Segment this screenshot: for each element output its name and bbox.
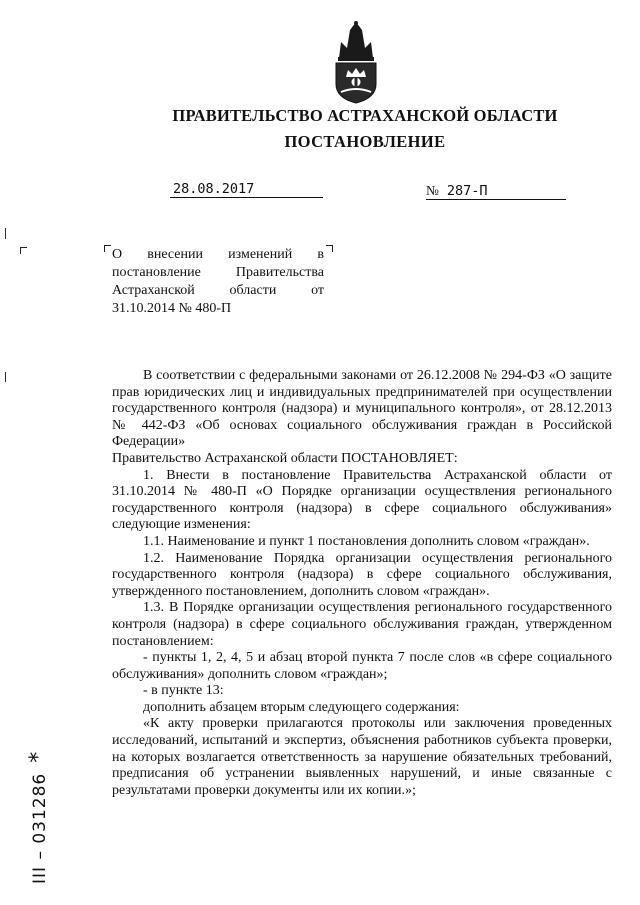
document-date bbox=[170, 181, 323, 198]
document-body bbox=[112, 368, 612, 799]
number-value: 287-П bbox=[446, 183, 488, 199]
subject-line: постановление Правительства bbox=[112, 265, 324, 280]
subject-bracket-left bbox=[104, 245, 111, 252]
coat-of-arms-emblem bbox=[331, 20, 381, 104]
subject-line: О внесении изменений в bbox=[112, 247, 324, 262]
government-title: ПРАВИТЕЛЬСТВО АСТРАХАНСКОЙ ОБЛАСТИ bbox=[172, 106, 558, 125]
margin-serial-stamp bbox=[26, 751, 51, 884]
serial-code: III – 031286 bbox=[30, 772, 50, 884]
subject-line: 31.10.2014 № 480-П bbox=[112, 301, 232, 316]
subject-block bbox=[112, 246, 324, 318]
body-paragraph: 1. Внести в постановление Правительства Астраханской области от 31.10.2014 № 480-П «О Порядке организации осуществления регионального государственного контроля (надзора) в сфере социального обслуживания» следующие изменения: bbox=[112, 467, 612, 533]
preamble-paragraph: В соответствии с федеральными законами от 26.12.2008 № 294-ФЗ «О защите прав юридических лиц и индивидуальных предпринимателей при осуществлении государственного контроля (надзора) и муниципального контроля», от 28.12.2013 № 442-ФЗ «Об основах социального обслуживания граждан в Российской Федерации» bbox=[112, 368, 612, 450]
margin-tick bbox=[5, 372, 6, 382]
body-paragraph: 1.3. В Порядке организации осуществления регионального государственного контроля (надзора) в сфере социального обслуживания граждан, утвержденном постановлением: bbox=[112, 600, 612, 649]
subject-line: Астраханской области от bbox=[112, 283, 324, 298]
body-paragraph: 1.2. Наименование Порядка организации осуществления регионального государственного контроля (надзора) в сфере социального обслуживания, утвержденного постановлением, дополнить словом «граждан». bbox=[112, 550, 612, 599]
document-type-title: ПОСТАНОВЛЕНИЕ bbox=[284, 132, 446, 151]
body-paragraph: - в пункте 13: bbox=[143, 683, 224, 699]
body-paragraph: - пункты 1, 2, 4, 5 и абзац второй пункта 7 после слов «в сфере социального обслуживания» дополнить словом «граждан»; bbox=[112, 650, 612, 682]
corner-mark-left bbox=[20, 247, 27, 254]
body-paragraph: дополнить абзацем вторым следующего содержания: bbox=[143, 699, 460, 715]
date-value: 28.08.2017 bbox=[173, 181, 255, 197]
subject-bracket-right bbox=[326, 245, 333, 252]
resolution-clause: Правительство Астраханской области ПОСТАНОВЛЯЕТ: bbox=[112, 450, 458, 466]
body-paragraph: 1.1. Наименование и пункт 1 постановления дополнить словом «граждан». bbox=[143, 533, 590, 549]
body-paragraph: «К акту проверки прилагаются протоколы или заключения проведенных исследований, испытаний и экспертиз, объяснения работников субъекта проверки, на которых возлагается ответственность за нарушение обязательных требований, предписания об устранении выявленных нарушений, и иные связанные с результатами проверки документы или их копии.»; bbox=[112, 716, 612, 798]
number-prefix: № bbox=[426, 183, 439, 198]
margin-tick bbox=[5, 228, 6, 239]
document-number bbox=[426, 183, 566, 200]
serial-star: * bbox=[26, 750, 51, 763]
